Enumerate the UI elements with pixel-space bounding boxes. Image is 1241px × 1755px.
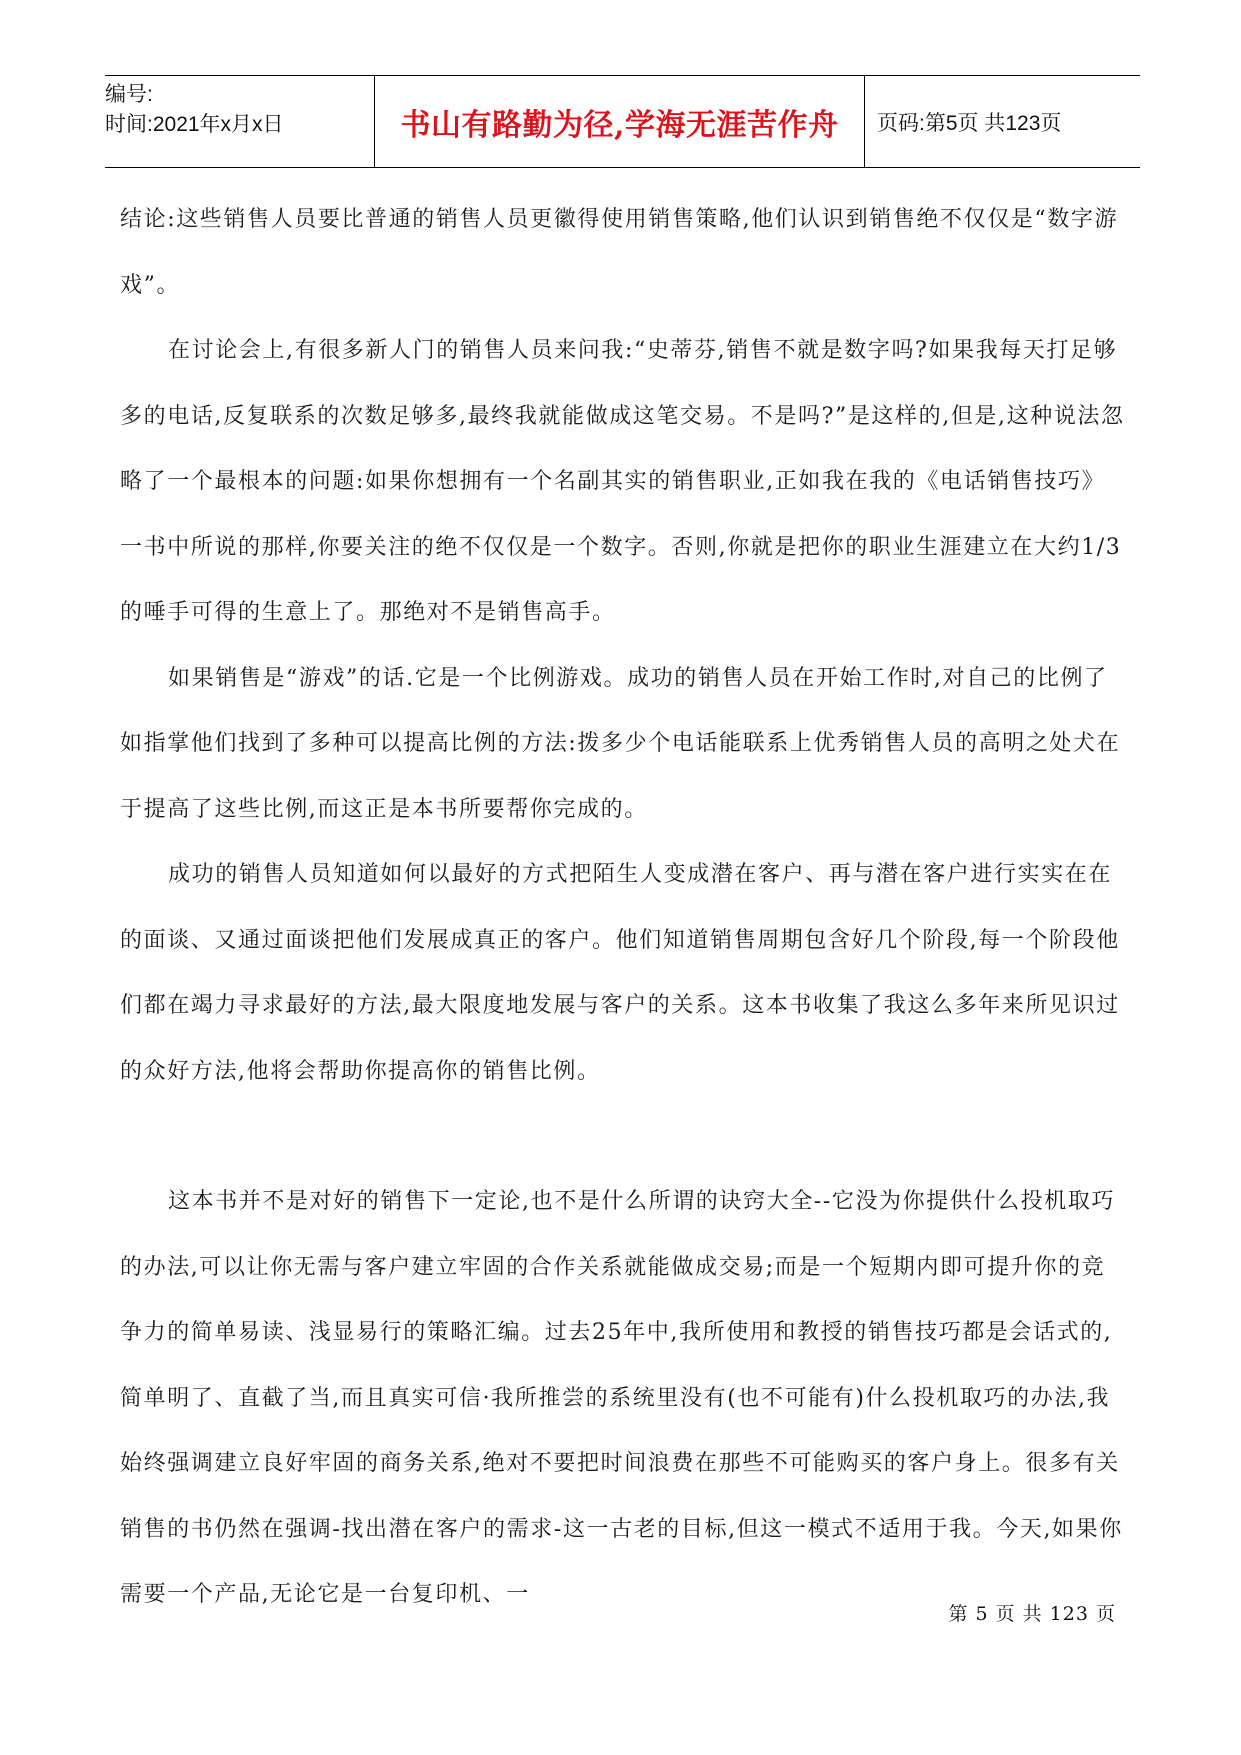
header-motto-cell [375,76,865,167]
paragraph-gap [120,1104,1125,1169]
body-text [120,187,1125,1628]
time-label: 时间:2021年x月x日 [105,113,284,136]
paragraph: 如果销售是“游戏”的话.它是一个比例游戏。成功的销售人员在开始工作时,对自己的比例了如指掌他们找到了多种可以提高比例的方法:拨多少个电话能联系上优秀销售人员的高明之处犬在于提高了这些比例,而这正是本书所要帮你完成的。 [120,665,1121,822]
motto-text: 书山有路勤为径,学海无涯苦作舟 [400,107,839,143]
page-info: 页码:第5页 共123页 [877,111,1062,135]
paragraph: 结论:这些销售人员要比普通的销售人员更徽得使用销售策略,他们认识到销售绝不仅仅是“数字游戏”。 [120,207,1119,298]
paragraph: 这本书并不是对好的销售下一定论,也不是什么所谓的诀窍大全--它没为你提供什么投机取巧的办法,可以让你无需与客户建立牢固的合作关系就能做成交易;而是一个短期内即可提升你的竞争力的简单易读、浅显易行的策略汇编。过去25年中,我所使用和教授的销售技巧都是会话式的,简单明了、直截了当,而且真实可信·我所推尝的系统里没有(也不可能有)什么投机取巧的办法,我始终强调建立良好牢固的商务关系,绝对不要把时间浪费在那些不可能购买的客户身上。很多有关销售的书仍然在强调-找出潜在客户的需求-这一古老的目标,但这一模式不适用于我。今天,如果你需要一个产品,无论它是一台复印机、一 [120,1189,1123,1607]
serial-label: 编号: [105,83,153,106]
page-header [105,75,1140,168]
page-footer: 第 5 页 共 123 页 [948,1603,1116,1625]
paragraph: 在讨论会上,有很多新人门的销售人员来问我:“史蒂芬,销售不就是数字吗?如果我每天打足够多的电话,反复联系的次数足够多,最终我就能做成这笔交易。不是吗?”是这样的,但是,这种说法忽略了一个最根本的问题:如果你想拥有一个名副其实的销售职业,正如我在我的《电话销售技巧》一书中所说的那样,你要关注的绝不仅仅是一个数字。否则,你就是把你的职业生涯建立在大约1/3的唾手可得的生意上了。那绝对不是销售高手。 [120,338,1125,625]
header-page-cell [865,76,1140,167]
header-meta-cell [105,76,375,167]
paragraph: 成功的销售人员知道如何以最好的方式把陌生人变成潜在客户、再与潜在客户进行实实在在的面谈、又通过面谈把他们发展成真正的客户。他们知道销售周期包含好几个阶段,每一个阶段他们都在竭力寻求最好的方法,最大限度地发展与客户的关系。这本书收集了我这么多年来所见识过的众好方法,他将会帮助你提高你的销售比例。 [120,862,1120,1084]
